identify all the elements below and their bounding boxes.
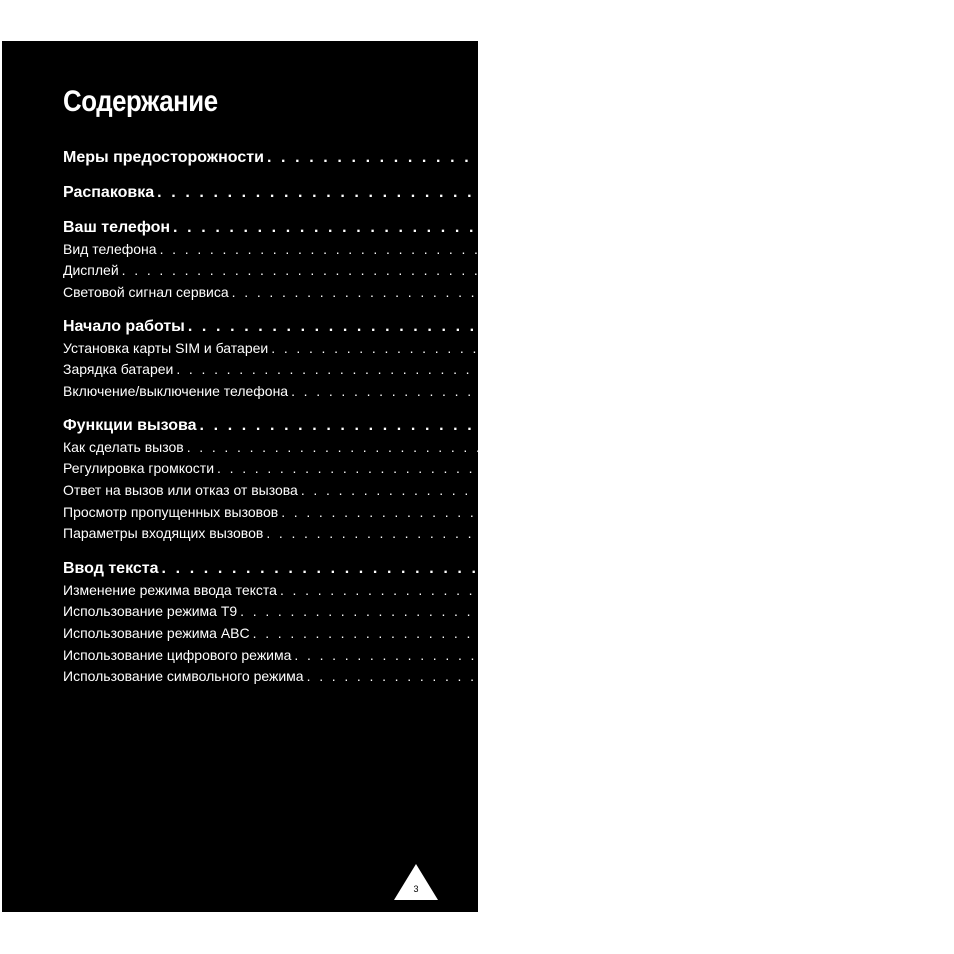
toc-item[interactable]	[63, 603, 792, 623]
toc-leader-dots: . . . . . . . . . . . . . . . . . . . . . . . . . . . . . . . . . . . . . . . . . .	[271, 340, 794, 356]
toc-leader-dots: . . . . . . . . . . . . . . . . . . . . . . . . . . . . . . . . . . . . . . . . . .	[281, 504, 804, 520]
toc-item[interactable]	[63, 668, 859, 688]
toc-item[interactable]	[63, 504, 833, 524]
toc-label: Зарядка батареи	[63, 361, 174, 377]
toc-leader-dots: . . . . . . . . . . . . . . . . . . . . . . . . . . . . . . . . . . . . . . . . . .	[231, 284, 754, 300]
toc-item[interactable]	[63, 439, 739, 459]
toc-page-number: 35	[633, 560, 652, 577]
toc-label: Как сделать вызов	[63, 439, 184, 455]
toc-page	[2, 41, 859, 912]
toc-label: Начало работы	[63, 318, 185, 335]
toc-label: Использование режима T9	[63, 603, 238, 619]
toc-page-number: 25	[836, 482, 853, 498]
toc-leader-dots: . . . . . . . . . . . . . . . . . . . . . . . . . . . . . . . . . . . . . . . . . .	[159, 241, 682, 257]
toc-leader-dots: . . . . . . . . . . . . . . . . . . . . . . . . . . . . . . . . . . . . . . . . . .	[279, 582, 802, 598]
toc-item[interactable]	[63, 625, 805, 645]
toc-item[interactable]	[63, 647, 847, 667]
toc-leader-dots: . . . . . . . . . . . . . . . . . . . . . . . . . . . . . . . . . . . . . . . . . .	[217, 460, 740, 476]
toc-label: Ввод текста	[63, 560, 159, 577]
toc-leader-dots: . . . . . . . . . . . . . . . . . . . . . . . . . . . . . . . . . . . . . . . . . .	[306, 668, 829, 684]
toc-page-number: 40	[842, 668, 859, 684]
toc-label: Световой сигнал сервиса	[63, 284, 229, 300]
toc-item[interactable]	[63, 525, 818, 545]
toc-label: Дисплей	[63, 262, 119, 278]
toc-page-number: 38	[788, 625, 805, 641]
toc-section-your-phone[interactable]	[63, 219, 663, 241]
toc-label: Ваш телефон	[63, 219, 171, 236]
toc-item[interactable]	[63, 582, 832, 602]
toc-page-number: 15	[807, 340, 823, 356]
toc-page-number: 24	[753, 460, 769, 476]
toc-label: Использование цифрового режима	[63, 647, 292, 663]
toc-page-number: 26	[817, 504, 833, 520]
toc-section-safety[interactable]	[63, 149, 748, 171]
toc-leader-dots: . . . . . . . . . . . . . . . . . . . . . . . . . . . . . . . . . . . . . . . . . .	[294, 647, 817, 663]
toc-label: Ответ на вызов или отказ от вызова	[63, 482, 298, 498]
toc-label: Распаковка	[63, 184, 155, 201]
toc-page-number: 20	[827, 383, 843, 399]
toc-page-number: 7	[738, 149, 748, 166]
toc-leader-dots: . . . . . . . . . . . . . . . . . . . . . . . . . . . . . . . . . . . . . . . . . .	[121, 262, 644, 278]
toc-page-number: 14	[767, 284, 784, 300]
toc-leader-dots: . . . . . . . . . . . . . . . . . . . . . . . . . . . . . . . . . . . . . . . . . .	[291, 383, 814, 399]
toc-label: Включение/выключение телефона	[63, 383, 289, 399]
toc-label: Изменение режима ввода текста	[63, 582, 277, 598]
toc-label: Установка карты SIM и батареи	[63, 340, 269, 356]
toc-page-number: 12	[657, 262, 674, 278]
toc-item[interactable]	[63, 284, 784, 304]
page-number-marker	[392, 862, 440, 902]
page-number: 3	[413, 884, 419, 894]
toc-label: Просмотр пропущенных вызовов	[63, 504, 279, 520]
page-title: Содержание	[63, 85, 218, 118]
toc-page-number: 22	[722, 439, 739, 455]
toc-item[interactable]	[63, 482, 853, 502]
toc-leader-dots: . . . . . . . . . . . . . . . . . . . . . . . . . . . . . . . . .	[266, 149, 725, 166]
toc-leader-dots: . . . . . . . . . . . . . . . . . . . . . . . . . . . . . . . . .	[187, 318, 646, 335]
toc-leader-dots: . . . . . . . . . . . . . . . . . . . . . . . . . . . . . . . . . . . . . . . . . .	[266, 525, 789, 541]
toc-label: Меры предосторожности	[63, 149, 264, 166]
toc-section-unpacking[interactable]	[63, 184, 638, 206]
toc-label: Использование символьного режима	[63, 668, 304, 684]
toc-item[interactable]	[63, 460, 769, 480]
toc-leader-dots: . . . . . . . . . . . . . . . . . . . . . . . . . . . . . . . . . . . . . . . . . .	[300, 482, 823, 498]
toc-leader-dots: . . . . . . . . . . . . . . . . . . . . . . . . . . . . . . . . .	[161, 560, 620, 577]
toc-page-number: 10	[695, 241, 712, 257]
toc-leader-dots: . . . . . . . . . . . . . . . . . . . . . . . . . . . . . . . . . . . . . . . . . .	[252, 625, 775, 641]
toc-page-number: 22	[671, 417, 690, 434]
toc-label: Регулировка громкости	[63, 460, 215, 476]
toc-leader-dots: . . . . . . . . . . . . . . . . . . . . . . . . . . . . . . . . .	[157, 184, 616, 201]
toc-leader-dots: . . . . . . . . . . . . . . . . . . . . . . . . . . . . . . . . .	[199, 417, 658, 434]
toc-leader-dots: . . . . . . . . . . . . . . . . . . . . . . . . . . . . . . . . .	[173, 219, 631, 236]
toc-section-call-functions[interactable]	[63, 417, 690, 439]
toc-leader-dots: . . . . . . . . . . . . . . . . . . . . . . . . . . . . . . . . . . . . . . . . . .	[176, 361, 699, 377]
toc-leader-dots: . . . . . . . . . . . . . . . . . . . . . . . . . . . . . . . . . . . . . . . . . .	[240, 603, 763, 619]
toc-label: Функции вызова	[63, 417, 197, 434]
toc-label: Параметры входящих вызовов	[63, 525, 264, 541]
toc-item[interactable]	[63, 262, 674, 282]
toc-item[interactable]	[63, 383, 843, 403]
toc-item[interactable]	[63, 361, 728, 381]
toc-page-number: 10	[645, 219, 663, 236]
toc-leader-dots: . . . . . . . . . . . . . . . . . . . . . . . . . . . . . . . . . . . . . . . . . .	[186, 439, 709, 455]
toc-page-number: 9	[629, 184, 638, 201]
toc-page-number: 40	[830, 647, 847, 663]
toc-item[interactable]	[63, 241, 712, 261]
triangle-marker-icon	[392, 862, 440, 902]
toc-label: Использование режима ABC	[63, 625, 250, 641]
toc-section-getting-started[interactable]	[63, 318, 678, 340]
toc-section-text-input[interactable]	[63, 560, 652, 582]
toc-item[interactable]	[63, 340, 823, 360]
toc-page-number: 18	[712, 361, 728, 377]
toc-page-number: 36	[776, 603, 792, 619]
toc-label: Вид телефона	[63, 241, 157, 257]
toc-page-number: 28	[802, 525, 818, 541]
toc-page-number: 15	[659, 318, 678, 335]
toc-page-number: 36	[816, 582, 832, 598]
